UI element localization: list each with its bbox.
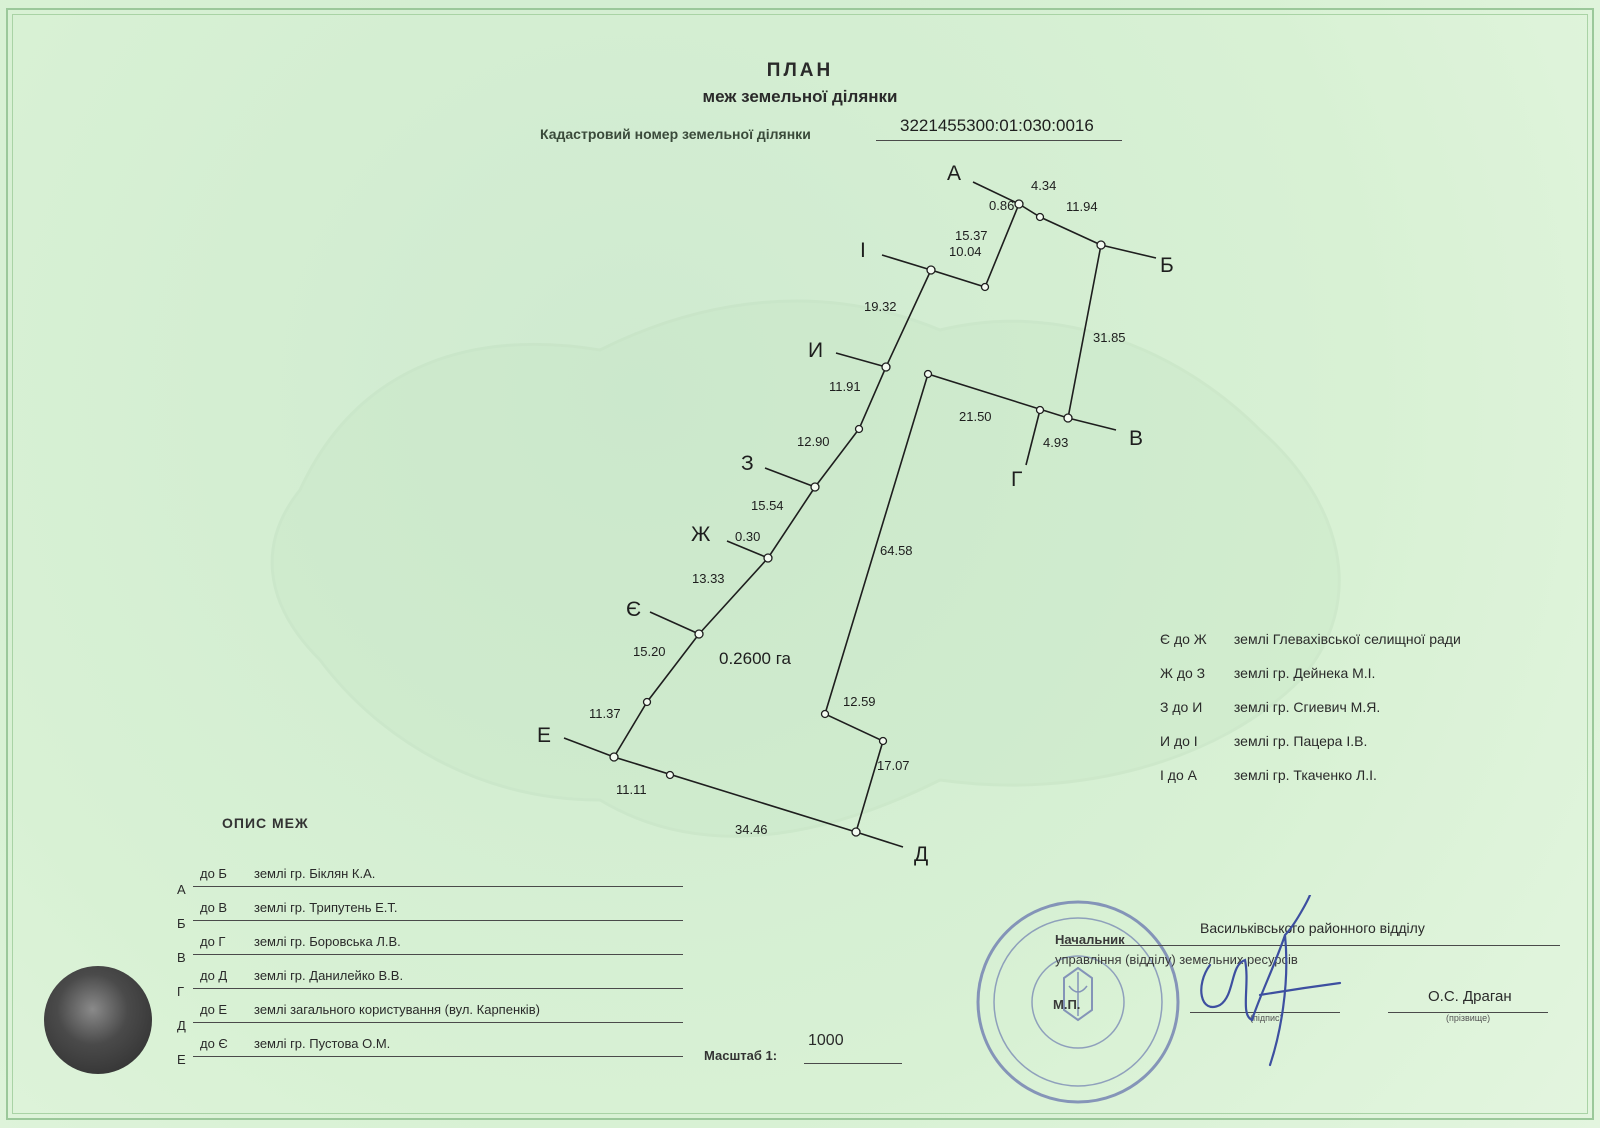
signatory-name-caption: (прізвище) bbox=[1446, 1013, 1491, 1023]
boundary-row-letter: В bbox=[177, 950, 186, 965]
boundary-row-to: до Г bbox=[200, 934, 226, 949]
dim-label: 15.37 bbox=[955, 228, 988, 243]
dim-label: 12.90 bbox=[797, 434, 830, 449]
boundary-row-letter: Г bbox=[177, 984, 185, 999]
adjacent-owner-row bbox=[1160, 733, 1367, 749]
boundary-row-underline bbox=[193, 954, 683, 955]
department-name: Васильківського районного відділу bbox=[1200, 920, 1425, 936]
dim-label: 4.93 bbox=[1043, 435, 1069, 450]
boundary-row bbox=[175, 1002, 683, 1036]
boundary-row-owner: землі загального користування (вул. Карпенків) bbox=[254, 1002, 540, 1017]
point-label-g: Г bbox=[1011, 468, 1023, 491]
dim-label: 0.30 bbox=[735, 529, 761, 544]
point-label-e: Е bbox=[537, 724, 552, 747]
management-title: управління (відділу) земельних ресурсів bbox=[1055, 952, 1298, 967]
adjacent-owner: землі гр. Дейнека М.І. bbox=[1233, 665, 1376, 681]
adjacent-segment: И до І bbox=[1160, 733, 1198, 749]
cadastral-number-value: 3221455300:01:030:0016 bbox=[900, 116, 1094, 135]
boundary-row-underline bbox=[193, 920, 683, 921]
point-label-b: Б bbox=[1160, 254, 1174, 277]
boundary-row-owner: землі гр. Трипутень Е.Т. bbox=[254, 900, 398, 915]
point-label-z: З bbox=[741, 452, 754, 475]
boundary-row-letter: Д bbox=[177, 1018, 186, 1033]
signature-caption: (підпис) bbox=[1250, 1013, 1283, 1023]
scale-value: 1000 bbox=[808, 1032, 844, 1049]
adjacent-owner-row bbox=[1160, 665, 1375, 681]
boundary-row bbox=[175, 934, 683, 968]
plot-area-label: 0.2600 га bbox=[719, 649, 792, 668]
seal-place-label: М.П. bbox=[1053, 997, 1081, 1012]
boundary-row-owner: землі гр. Данилейко В.В. bbox=[254, 968, 404, 983]
dim-label: 15.54 bbox=[751, 498, 784, 513]
dim-label: 0.86 bbox=[989, 198, 1015, 213]
dim-label: 34.46 bbox=[735, 822, 768, 837]
hologram-sticker bbox=[44, 966, 152, 1074]
dim-label: 12.59 bbox=[843, 694, 876, 709]
handwritten-signature-icon bbox=[1190, 895, 1350, 1070]
signatory-name: О.С. Драган bbox=[1428, 988, 1512, 1005]
dim-label: 19.32 bbox=[864, 299, 897, 314]
point-label-y: И bbox=[808, 339, 824, 362]
point-label-v: В bbox=[1129, 427, 1144, 450]
boundary-row-to: до В bbox=[200, 900, 228, 915]
boundary-row-to: до Б bbox=[200, 866, 227, 881]
boundary-vertices bbox=[610, 200, 1105, 836]
dim-label: 4.34 bbox=[1031, 178, 1057, 193]
cadastral-number-label: Кадастровий номер земельної ділянки bbox=[540, 126, 811, 142]
dim-label: 31.85 bbox=[1093, 330, 1126, 345]
adjacent-owner-row bbox=[1160, 699, 1380, 715]
boundary-row bbox=[175, 1036, 683, 1070]
adjacent-owner: землі гр. Ткаченко Л.І. bbox=[1233, 767, 1377, 783]
point-label-ye: Є bbox=[626, 598, 642, 621]
scale-underline bbox=[804, 1063, 902, 1064]
boundary-row-underline bbox=[193, 1056, 683, 1057]
boundary-row-to: до Д bbox=[200, 968, 228, 983]
dim-label: 11.37 bbox=[589, 706, 621, 721]
boundary-row-to: до Е bbox=[200, 1002, 228, 1017]
dim-label: 11.91 bbox=[829, 379, 861, 394]
adjacent-segment: Ж до З bbox=[1160, 665, 1206, 681]
boundary-row-to: до Є bbox=[200, 1036, 228, 1051]
boundary-row bbox=[175, 866, 683, 900]
boundary-row-letter: Е bbox=[177, 1052, 186, 1067]
dim-label: 21.50 bbox=[959, 409, 992, 424]
boundary-description-title: ОПИС МЕЖ bbox=[222, 815, 309, 831]
point-label-i: І bbox=[860, 239, 866, 262]
head-title: Начальник bbox=[1055, 932, 1125, 947]
adjacent-owner-row bbox=[1160, 767, 1377, 783]
boundary-row-underline bbox=[193, 1022, 683, 1023]
boundary-row-letter: Б bbox=[177, 916, 186, 931]
adjacent-segment: З до И bbox=[1160, 699, 1203, 715]
point-label-zh: Ж bbox=[691, 523, 711, 546]
plot-boundary-lines bbox=[564, 182, 1156, 847]
dim-label: 10.04 bbox=[949, 244, 982, 259]
dim-label: 64.58 bbox=[880, 543, 913, 558]
dim-label: 11.11 bbox=[616, 782, 647, 797]
adjacent-segment: І до А bbox=[1160, 767, 1197, 783]
boundary-row-underline bbox=[193, 886, 683, 887]
document-subtitle: меж земельної ділянки bbox=[702, 87, 898, 106]
scale-label: Масштаб 1: bbox=[704, 1048, 778, 1063]
boundary-row bbox=[175, 900, 683, 934]
dim-label: 13.33 bbox=[692, 571, 725, 586]
boundary-row-letter: А bbox=[177, 882, 186, 897]
boundary-row-owner: землі гр. Пустова О.М. bbox=[254, 1036, 391, 1051]
adjacent-owner: землі Глевахівської селищної ради bbox=[1233, 631, 1461, 647]
adjacent-owner: землі гр. Пацера І.В. bbox=[1233, 733, 1368, 749]
boundary-row-owner: землі гр. Боровська Л.В. bbox=[254, 934, 401, 949]
document-title: ПЛАН bbox=[766, 60, 834, 81]
dim-label: 11.94 bbox=[1066, 199, 1098, 214]
boundary-row-owner: землі гр. Біклян К.А. bbox=[254, 866, 376, 881]
dim-label: 17.07 bbox=[877, 758, 910, 773]
dim-label: 15.20 bbox=[633, 644, 666, 659]
adjacent-owner-row bbox=[1160, 631, 1461, 647]
point-label-d: Д bbox=[914, 843, 929, 866]
adjacent-segment: Є до Ж bbox=[1160, 631, 1207, 647]
boundary-row-underline bbox=[193, 988, 683, 989]
point-label-a: А bbox=[947, 162, 962, 185]
boundary-row bbox=[175, 968, 683, 1002]
adjacent-owner: землі гр. Сгиевич М.Я. bbox=[1233, 699, 1381, 715]
